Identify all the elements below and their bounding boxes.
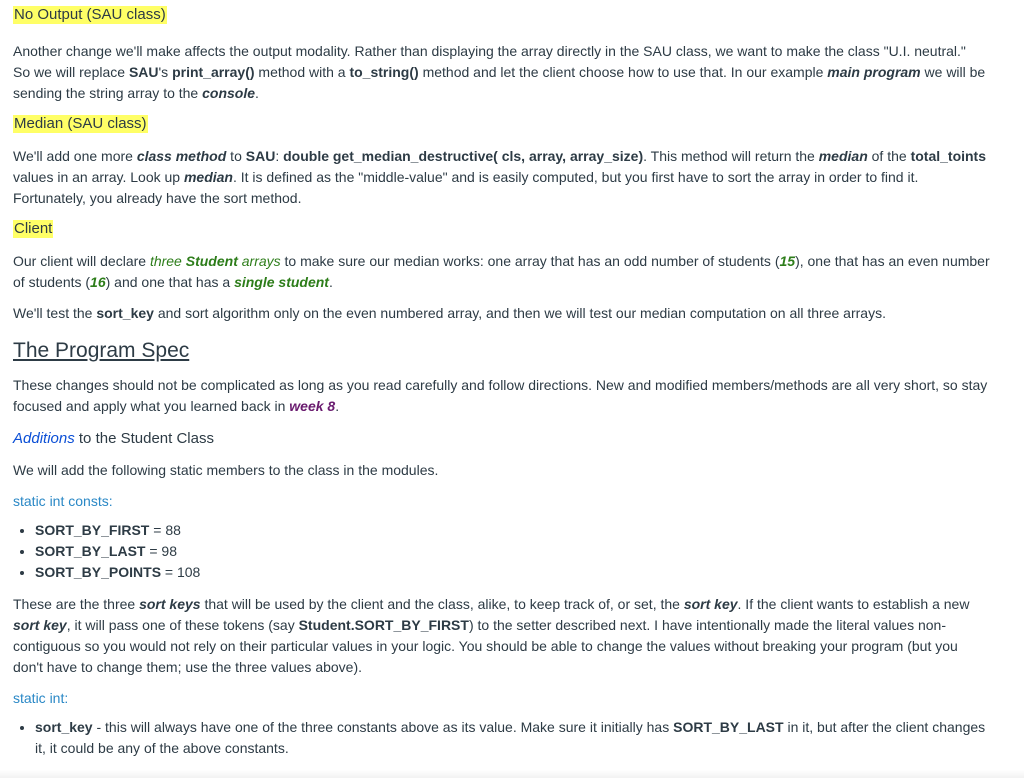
paragraph-median: We'll add one more class method to SAU: double get_median_destructive( cls, array, array_size). This method will return the median of the total_toints values in an array. Look up median. It is defined as the "middle-value" and is easily computed, but you first have to sort the array in order to find it. Fortunately, you already have the sort method.	[13, 148, 987, 206]
paragraph-no-output: Another change we'll make affects the output modality. Rather than displaying the array directly in the SAU class, we want to make the class "U.I. neutral." So we will replace SAU's print_array() method with a to_string() method and let the client choose how to use that. In our example main program we will be sending the string array to the console.	[13, 43, 986, 101]
static-int-list	[13, 717, 1011, 759]
section-heading-no-output: No Output (SAU class)	[14, 6, 166, 23]
additions-heading: Additions to the Student Class	[13, 430, 214, 447]
section-heading-client: Client	[14, 220, 53, 237]
static-int-label: static int:	[13, 690, 69, 706]
additions-intro: We will add the following static members to the class in the modules.	[13, 462, 439, 478]
list-item: • SORT_BY_LAST = 98	[35, 541, 1011, 562]
list-item: • SORT_BY_FIRST = 88	[35, 520, 1011, 541]
paragraph-client-test: We'll test the sort_key and sort algorithm only on the even numbered array, and then we will test our median computation on all three arrays.	[13, 305, 886, 321]
program-spec-heading: The Program Spec	[13, 339, 190, 362]
paragraph-client: Our client will declare three Student arrays to make sure our median works: one array that has an odd number of students (15), one that has an even number of students (16) and one that has a single student.	[13, 253, 990, 290]
bottom-fade	[0, 770, 1024, 778]
paragraph-sort-keys: These are the three sort keys that will be used by the client and the class, alike, to keep track of, or set, the sort key. If the client wants to establish a new sort key, it will pass one of these tokens (say Student.SORT_BY_FIRST) to the setter described next. I have intentionally made the literal values non- contiguous so you would not rely on their particular values in your logic. You should be able to change the values without breaking your program (but you don't have to change them; use the three values above).	[13, 596, 970, 675]
week-8-link[interactable]: week 8	[289, 398, 336, 414]
list-item: • SORT_BY_POINTS = 108	[35, 562, 1011, 583]
paragraph-spec: These changes should not be complicated as long as you read carefully and follow directions. New and modified members/methods are all very short, so stay focused and apply what you learned back in week 8.	[13, 377, 988, 414]
list-item: • sort_key - this will always have one of the three constants above as its value. Make sure it initially has SORT_BY_LAST in it, but after the client changes it, it could be any of the above constants.	[35, 717, 1011, 759]
static-int-consts-label: static int consts:	[13, 493, 113, 509]
consts-list	[13, 520, 1011, 583]
section-heading-median: Median (SAU class)	[14, 115, 147, 132]
